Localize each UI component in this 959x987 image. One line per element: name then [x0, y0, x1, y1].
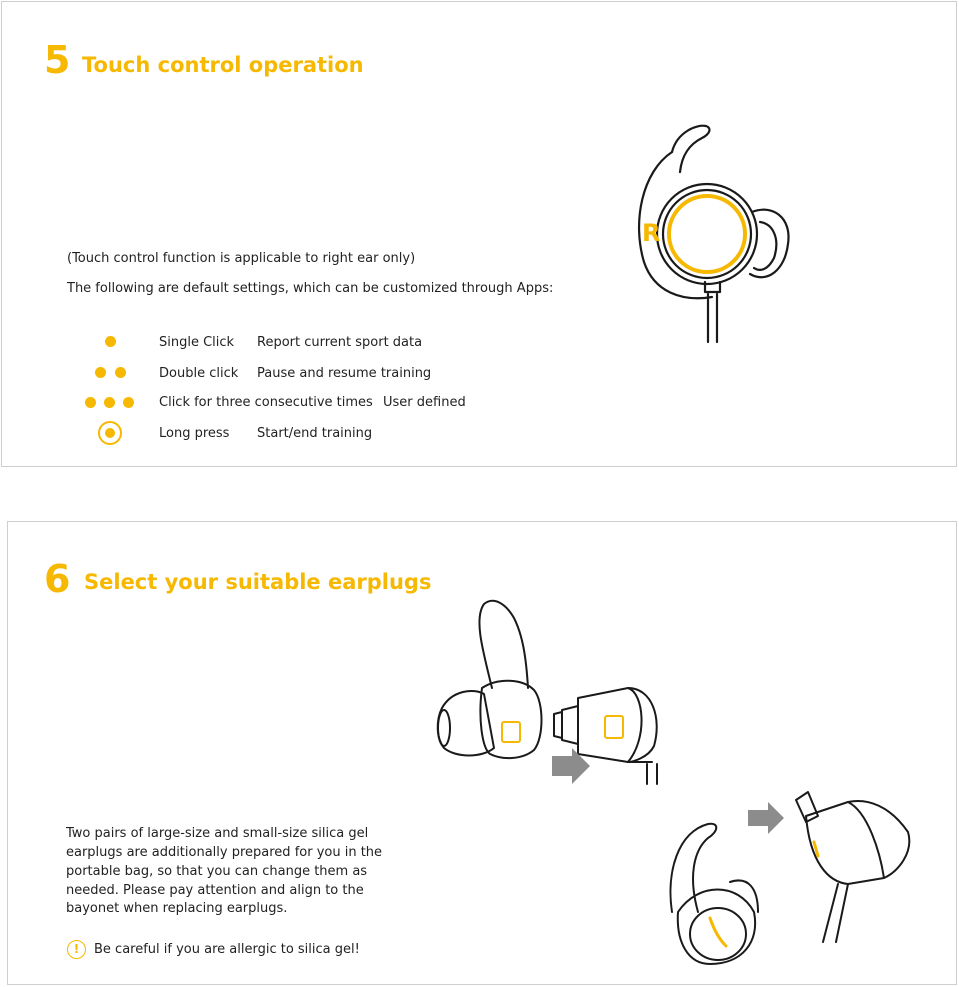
earplug-instructions [66, 825, 386, 919]
gesture-label: Single Click [159, 335, 235, 350]
section-title: Select your suitable earplugs [84, 570, 432, 594]
gesture-label: Click for three consecutive times [159, 395, 373, 410]
long-press-icon [98, 421, 122, 445]
paragraph-line: Two pairs of large-size and small-size silica gel [66, 826, 369, 841]
right-ear-label: R [642, 219, 661, 247]
triple-dot-icon [85, 397, 96, 408]
right-earbud-illustration [602, 112, 842, 352]
double-dot-icon [95, 367, 106, 378]
default-settings-intro: The following are default settings, which can be customized through Apps: [67, 281, 554, 296]
section-number: 6 [44, 557, 71, 601]
gesture-label: Long press [159, 426, 230, 441]
section-earplugs [7, 521, 957, 985]
section-number: 5 [44, 38, 71, 82]
exclamation-circle-icon: ! [67, 940, 86, 959]
action-label: Start/end training [257, 426, 373, 441]
earplug-removal-illustration [422, 598, 722, 788]
paragraph-line: needed. Please pay attention and align to the [66, 882, 364, 898]
triple-dot-icon [104, 397, 115, 408]
gesture-label: Double click [159, 366, 239, 381]
section-touch-control [1, 1, 957, 467]
right-ear-note: (Touch control function is applicable to right ear only) [67, 251, 416, 266]
action-label: Pause and resume training [257, 366, 432, 381]
allergy-warning: Be careful if you are allergic to silica gel! [94, 942, 360, 957]
paragraph-line: earplugs are additionally prepared for you in the [66, 844, 383, 860]
triple-dot-icon [123, 397, 134, 408]
paragraph-line: portable bag, so that you can change them as [66, 863, 368, 879]
paragraph-line: bayonet when replacing earplugs. [66, 901, 288, 917]
action-label: User defined [383, 395, 466, 410]
earplug-install-illustration [658, 772, 918, 972]
section-title: Touch control operation [82, 53, 364, 77]
double-dot-icon [115, 367, 126, 378]
action-label: Report current sport data [257, 335, 423, 350]
single-dot-icon [105, 336, 116, 347]
